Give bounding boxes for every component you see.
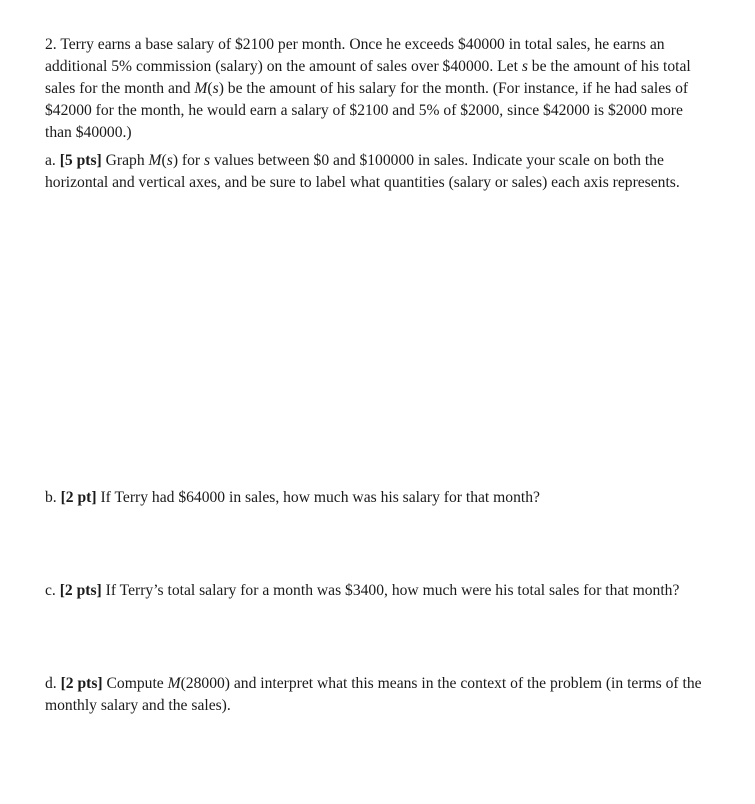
part-d-points: [2 pts]: [60, 675, 103, 692]
part-a-points: [5 pts]: [59, 152, 102, 169]
part-a-question: [45, 150, 713, 194]
part-d-text-1: Compute: [102, 675, 168, 692]
part-a-text-3: ) for: [172, 152, 204, 169]
variable-s: s: [521, 58, 528, 75]
part-b-question: [45, 487, 713, 509]
intro-text-3: (: [207, 80, 213, 97]
part-c-label: c.: [45, 582, 56, 599]
part-a-text-4: values between $0 and $100000 in sales. Indicate your scale on both the horizontal and vertical axes, and be sure to label what quantities (salary or sales) each axis represents.: [45, 152, 680, 191]
part-d-question: [45, 673, 713, 717]
part-d-label: d.: [45, 675, 57, 692]
variable-s: s: [212, 80, 219, 97]
part-b-label: b.: [45, 489, 57, 506]
function-m: M: [148, 152, 162, 169]
intro-text-2: be the amount of his total sales for the month and: [45, 58, 691, 97]
part-c-points: [2 pts]: [59, 582, 102, 599]
problem-number: 2.: [45, 36, 57, 53]
function-m: M: [167, 675, 181, 692]
part-b-points: [2 pt]: [60, 489, 97, 506]
intro-text-1: Terry earns a base salary of $2100 per month. Once he exceeds $40000 in total sales, he earns an additional 5% commission (salary) on the amount of sales over $40000. Let: [45, 36, 665, 75]
part-a-text-2: (: [161, 152, 167, 169]
variable-s: s: [166, 152, 173, 169]
problem-intro: [45, 34, 713, 144]
part-c-text: If Terry’s total salary for a month was $3400, how much were his total sales for that month?: [101, 582, 680, 599]
variable-s: s: [204, 152, 211, 169]
intro-text-4: ) be the amount of his salary for the month. (For instance, if he had sales of $42000 for the month, he would earn a salary of $2100 and 5% of $2000, since $42000 is $2000 more than $40000.): [45, 80, 689, 141]
function-m: M: [194, 80, 208, 97]
part-c-question: [45, 580, 713, 602]
part-a-label: a.: [45, 152, 56, 169]
part-a-text-1: Graph: [101, 152, 149, 169]
part-d-text-2: (28000) and interpret what this means in the context of the problem (in terms of the monthly salary and the sales).: [45, 675, 702, 714]
part-b-text: If Terry had $64000 in sales, how much was his salary for that month?: [96, 489, 540, 506]
